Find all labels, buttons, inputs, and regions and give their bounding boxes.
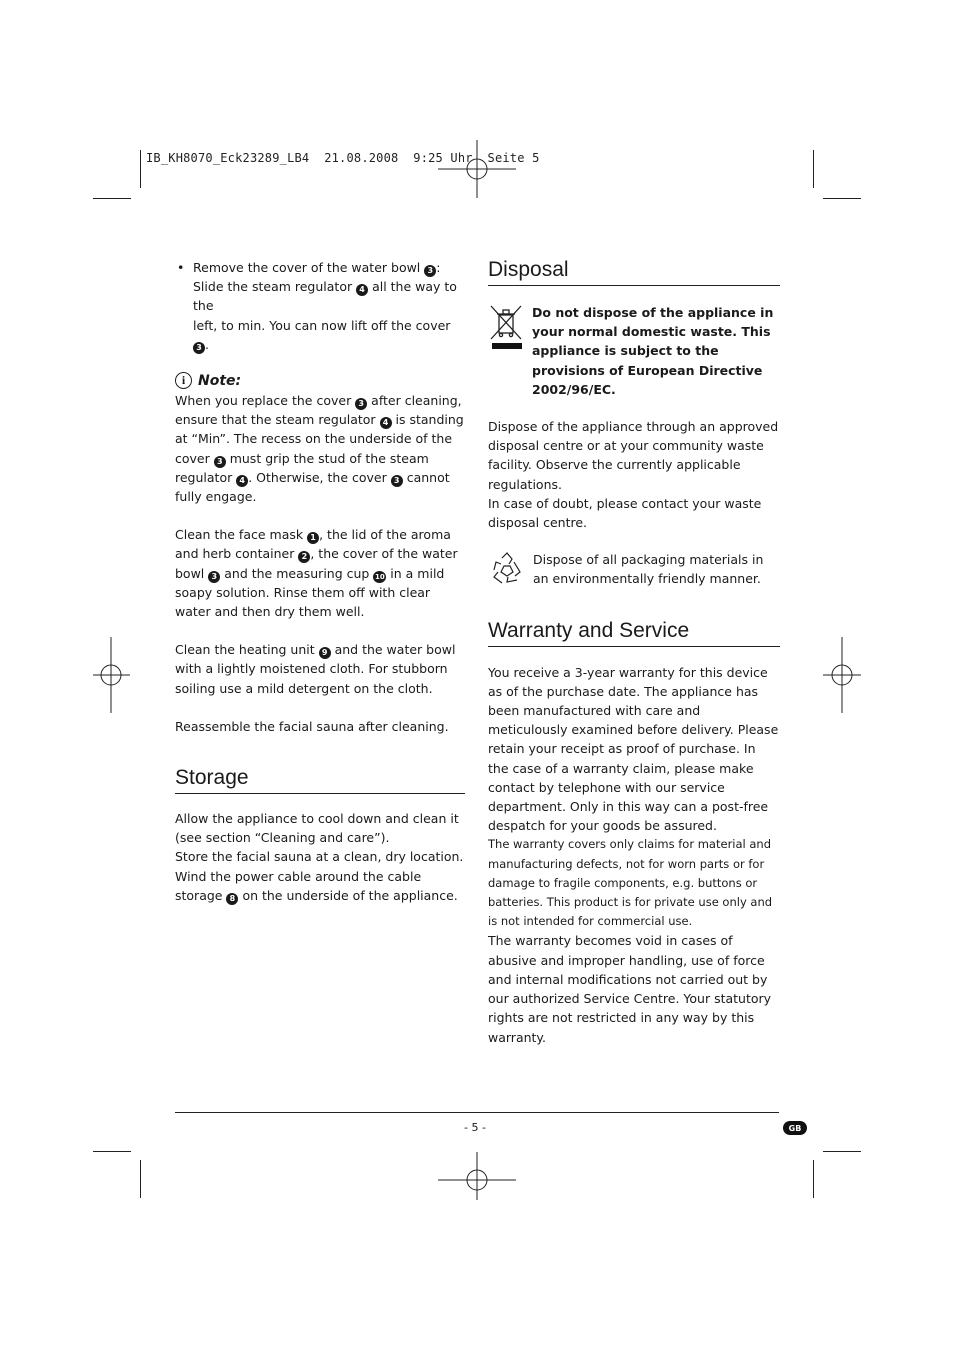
callout-3: 3 (193, 342, 205, 354)
print-slug: IB_KH8070_Eck23289_LB4 21.08.2008 9:25 Uhr Seite 5 (146, 151, 540, 165)
footer-rule (175, 1112, 779, 1113)
storage-heading: Storage (175, 766, 465, 794)
left-column (175, 258, 465, 905)
storage-text: Allow the appliance to cool down and clean it (see section “Cleaning and care”). Store the facial sauna at a clean, dry location. Wind the power cable around the cable storage 8 on the underside of the appliance. (175, 811, 464, 903)
language-badge: GB (783, 1121, 807, 1135)
callout-3: 3 (424, 265, 436, 277)
recycle-icon (488, 550, 526, 588)
page-number: - 5 - (464, 1121, 486, 1134)
note-heading (175, 372, 465, 389)
callout-4: 4 (356, 284, 368, 296)
bullet-remove-cover: • Remove the cover of the water bowl 3 : Slide the steam regulator 4 all the way to the left, to min. You can now lift off the cover 3 . (177, 260, 457, 352)
warranty-text: You receive a 3-year warranty for this device as of the purchase date. The appliance has been manufactured with care and meticulously examined before delivery. Please retain your receipt as proof of purchase. In the case of a warranty claim, please make contact by telephone with our service department. Only in this way can a post-free despatch for your goods be assured. The warranty covers only claims for material and manufacturing defects, not for worn parts or for damage to fragile components, e.g. buttons or batteries. This product is for private use only and is not intended for commercial use. The warranty becomes void in cases of abusive and improper handling, use of force and internal modifications not carried out by our authorized Service Centre. Your statutory rights are not restricted in any way by this warranty. (488, 664, 779, 1045)
crossed-bin-icon (488, 303, 524, 355)
info-icon: i (175, 372, 192, 389)
disposal-heading: Disposal (488, 258, 780, 286)
packaging-note: Dispose of all packaging materials in an environmentally friendly manner. (488, 550, 780, 588)
right-column (488, 258, 780, 1047)
weee-warning: Do not dispose of the appliance in your normal domestic waste. This appliance is subject to the provisions of European Directive 2002/96/EC. (488, 303, 780, 399)
note-title: Note: (198, 372, 242, 389)
note-text: When you replace the cover 3 after cleaning, ensure that the steam regulator 4 is standing at “Min”. The recess on the underside of the cover 3 must grip the stud of the steam regulator 4 . Otherwise, the cover 3 cannot fully engage. (175, 393, 464, 505)
warranty-heading: Warranty and Service (488, 619, 780, 647)
disposal-text: Dispose of the appliance through an approved disposal centre or at your community waste facility. Observe the currently applicable regulations. In case of doubt, please contact your waste disposal centre. (488, 419, 779, 531)
clean-heating-unit-text: Clean the heating unit 9 and the water bowl with a lightly moistened cloth. For stubborn soiling use a mild detergent on the cloth. (175, 642, 456, 696)
reassemble-text: Reassemble the facial sauna after cleaning. (175, 718, 449, 734)
clean-face-mask-text: Clean the face mask 1 , the lid of the aroma and herb container 2 , the cover of the water bowl 3 and the measuring cup 10 in a mild soapy solution. Rinse them off with clear water and then dry them well. (175, 527, 458, 620)
